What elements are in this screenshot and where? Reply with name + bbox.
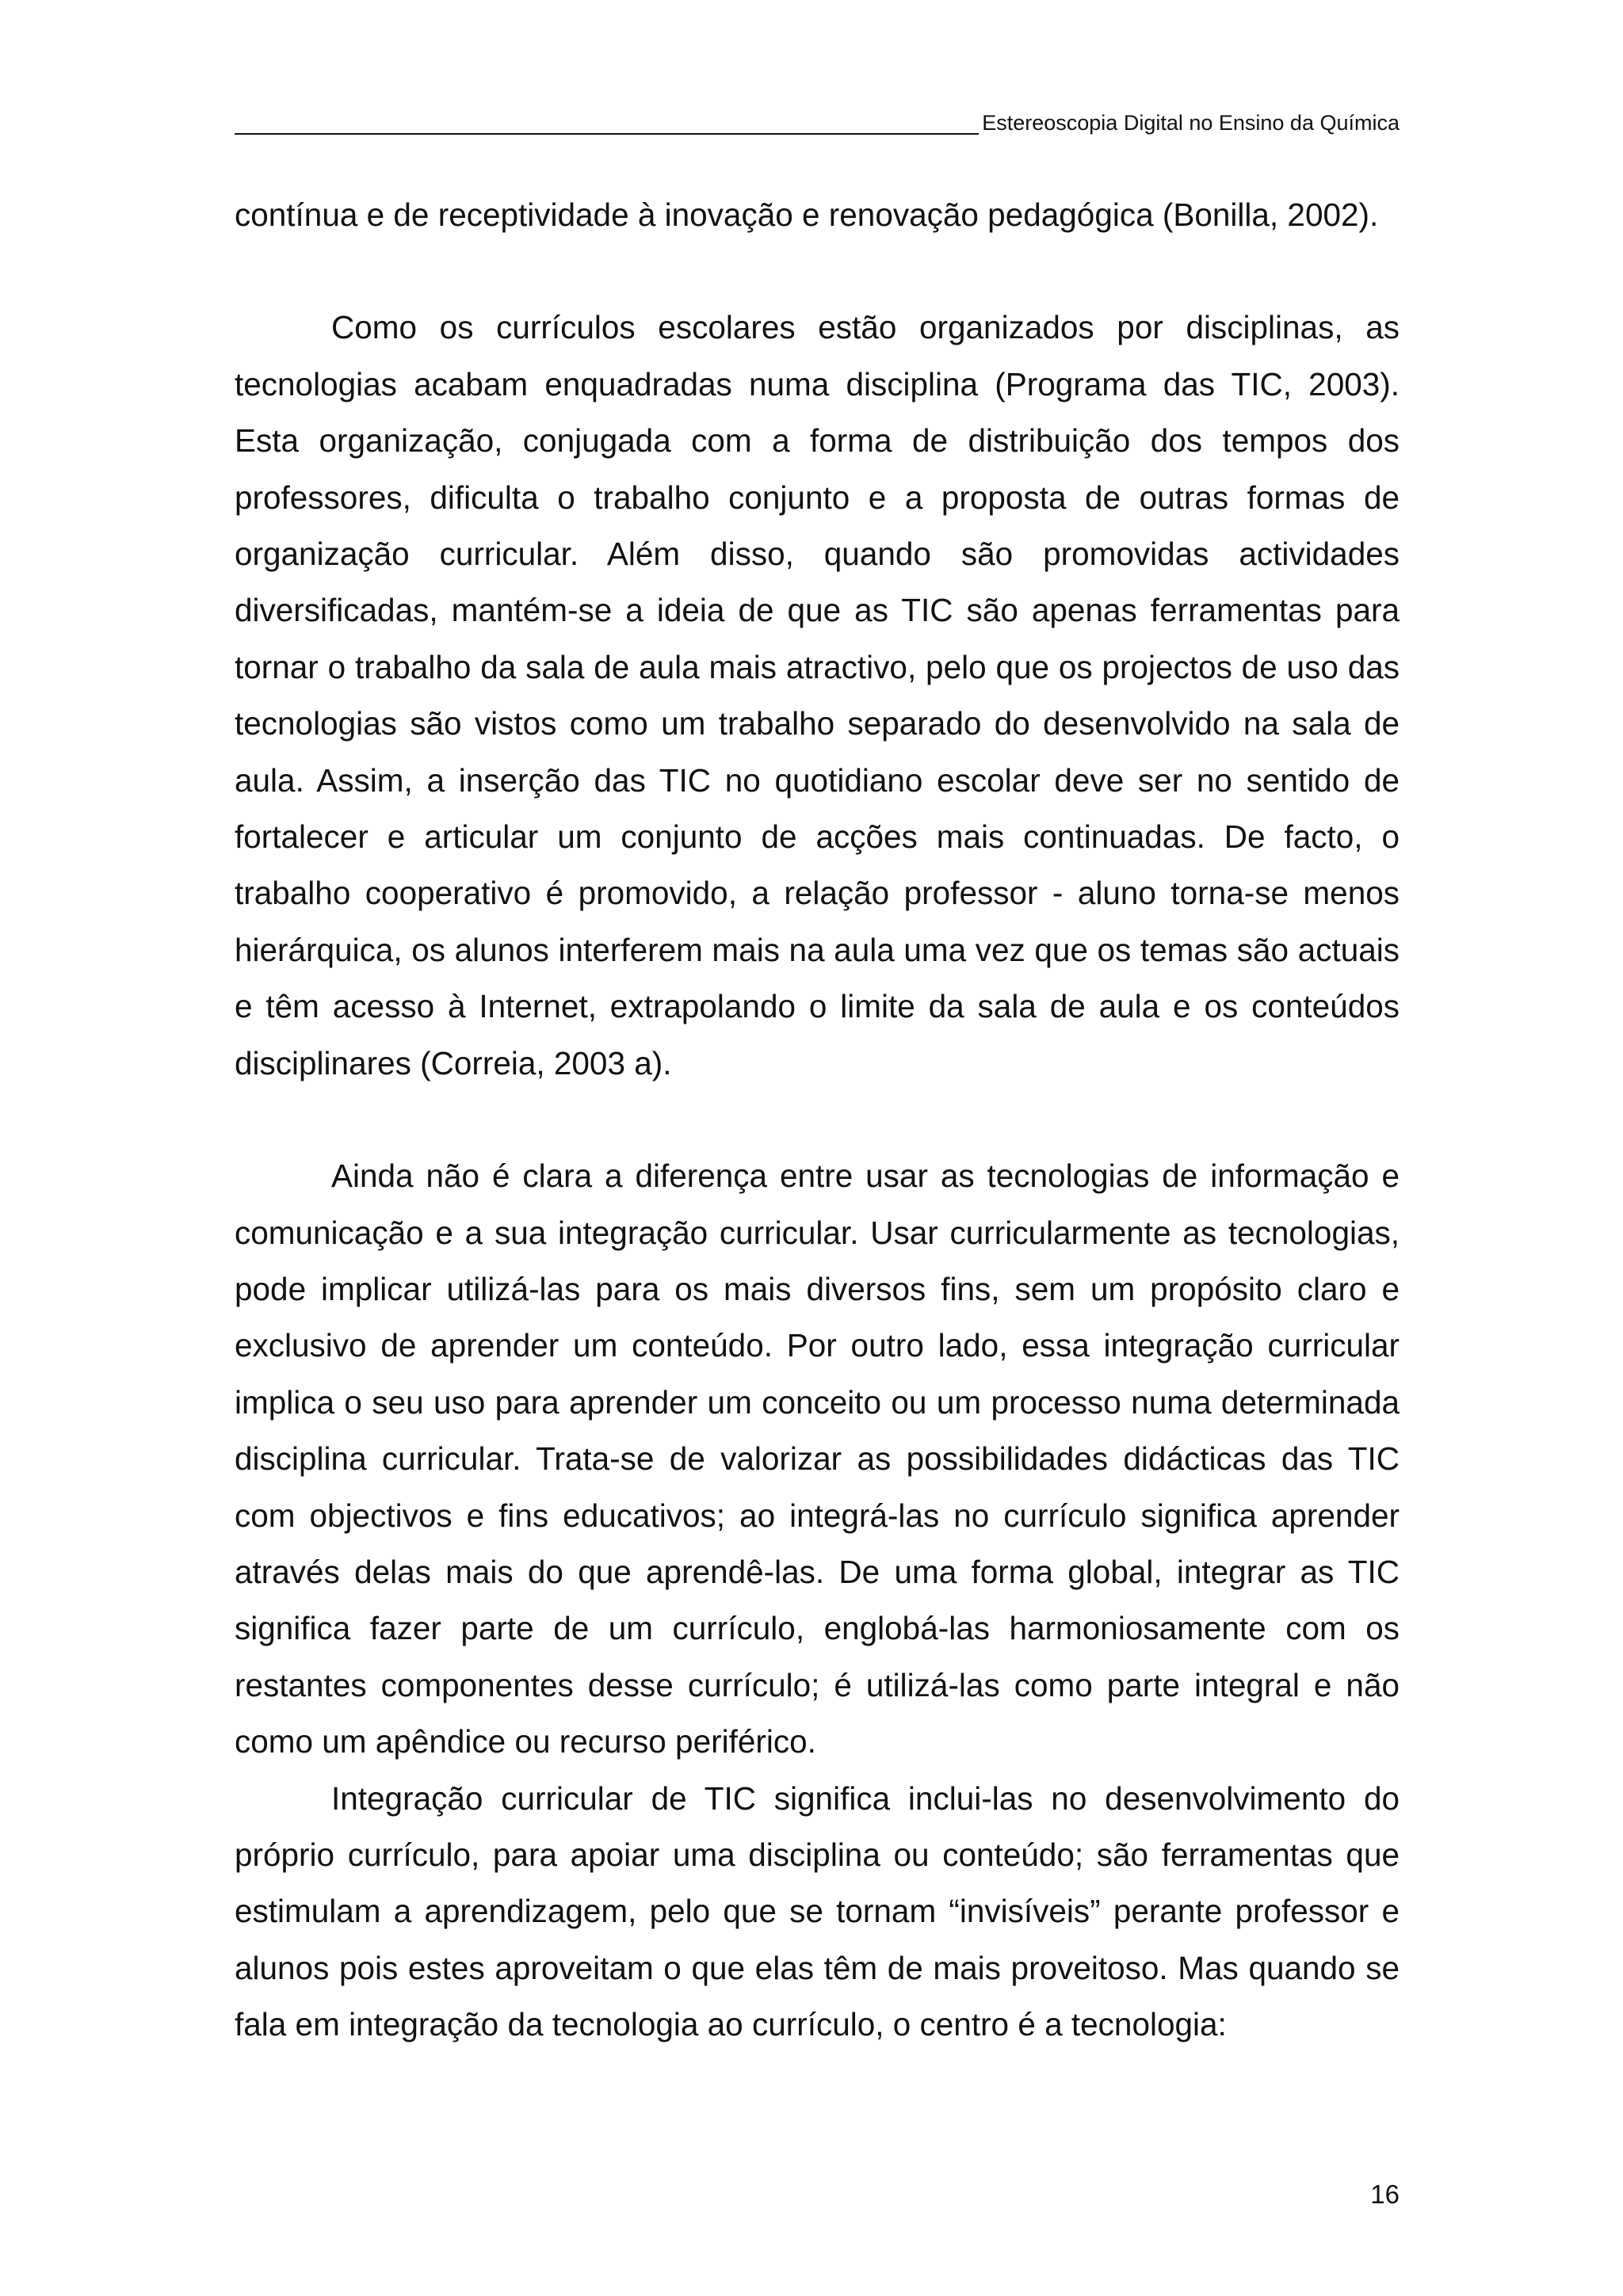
paragraph-integracao: Ainda não é clara a diferença entre usar as tecnologias de informação e comunicação e a sua integração curricular. Usar curricularmente as tecnologias, pode implicar utilizá-las para os mais diversos fins, sem um propósito claro e exclusivo de aprender um conteúdo. Por outro lado, essa integração curricular implica o seu uso para aprender um conceito ou um processo numa determinada disciplina curricular. Trata-se de valorizar as possibilidades didácticas das TIC com objectivos e fins educativos; ao integrá-las no currículo significa aprender através delas mais do que aprendê-las. De uma forma global, integrar as TIC significa fazer parte de um currículo, englobá-las harmoniosamente com os restantes componentes desse currículo; é utilizá-las como parte integral e não como um apêndice ou recurso periférico.: [235, 1158, 1400, 1760]
paragraph-gap: [235, 243, 1400, 299]
paragraph-curriculos: Como os currículos escolares estão organizados por disciplinas, as tecnologias acabam enquadradas numa disciplina (Programa das TIC, 2003). Esta organização, conjugada com a forma de distribuição dos tempos dos professores, dificulta o trabalho conjunto e a proposta de outras formas de organização curricular. Além disso, quando são promovidas actividades diversificadas, mantém-se a ideia de que as TIC são apenas ferramentas para tornar o trabalho da sala de aula mais atractivo, pelo que os projectos de uso das tecnologias são vistos como um trabalho separado do desenvolvido na sala de aula. Assim, a inserção das TIC no quotidiano escolar deve ser no sentido de fortalecer e articular um conjunto de acções mais continuadas. De facto, o trabalho cooperativo é promovido, a relação professor - aluno torna-se menos hierárquica, os alunos interferem mais na aula uma vez que os temas são actuais e têm acesso à Internet, extrapolando o limite da sala de aula e os conteúdos disciplinares (Correia, 2003 a).: [235, 309, 1400, 1081]
header-title: Estereoscopia Digital no Ensino da Química: [982, 111, 1400, 135]
header-rule: [235, 133, 979, 135]
paragraph-gap: [235, 1092, 1400, 1148]
body-text: [235, 187, 1400, 2054]
paragraph-integracao-curricular: Integração curricular de TIC significa inclui-las no desenvolvimento do próprio currículo, para apoiar uma disciplina ou conteúdo; são ferramentas que estimulam a aprendizagem, pelo que se tornam “invisíveis” perante professor e alunos pois estes aproveitam o que elas têm de mais proveitoso. Mas quando se fala em integração da tecnologia ao currículo, o centro é a tecnologia:: [235, 1779, 1400, 2043]
running-header: [235, 103, 1400, 136]
paragraph-continuation: contínua e de receptividade à inovação e renovação pedagógica (Bonilla, 2002).: [235, 196, 1379, 233]
page-number: 16: [1370, 2180, 1400, 2209]
